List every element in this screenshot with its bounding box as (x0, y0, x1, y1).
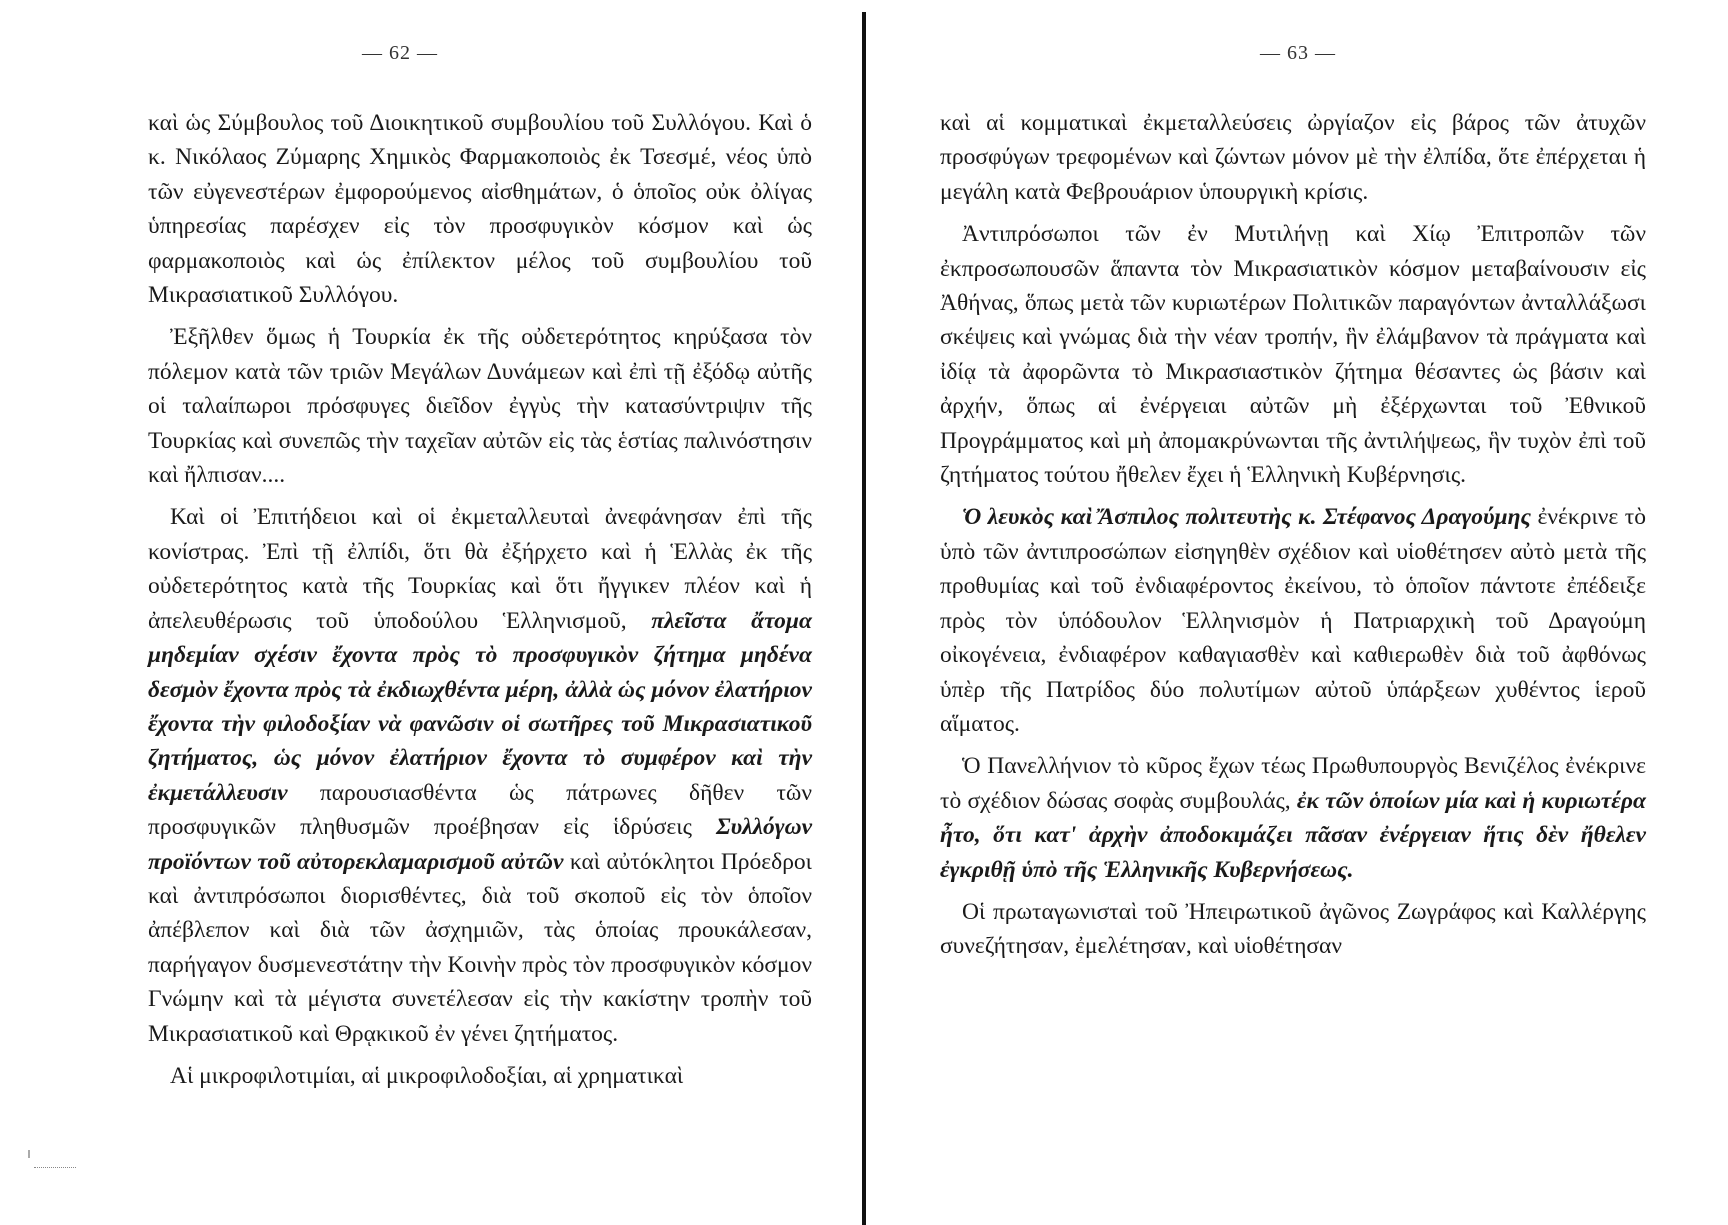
body-text: Ὁ Πανελλήνιον τὸ κῦρος ἔχων τέως Πρωθυπουργὸς Βενιζέλος ἐνέκρινε τὸ σχέδιον δώσας σοφὰς συμβουλάς, (940, 753, 1646, 814)
scan-artifact (34, 1167, 76, 1170)
emphasis-text: Συλλόγων προϊόντων τοῦ αὐτορεκλαμαρισμοῦ αὐτῶν (148, 814, 812, 875)
page-number: — 63 — (1260, 42, 1336, 64)
paragraph (940, 749, 1646, 887)
paragraph (148, 500, 812, 1051)
paragraph (148, 320, 812, 492)
body-text: ἐνέκρινε τὸ ὑπὸ τῶν ἀντιπροσώπων εἰσηγηθὲν σχέδιον καὶ υἱοθέτησεν αὐτὸ μετὰ τῆς προθυμίας καὶ τοῦ ἐνδιαφέροντος ἐκείνου, τὸ ὁποῖον πάντοτε ἐπέδειξε πρὸς τὸν ὑπόδουλον Ἑλληνισμὸν ἡ Πατριαρχικὴ τοῦ Δραγούμη οἰκογένεια, ἐνδιαφέρον καθαγιασθὲν καὶ καθιερωθὲν διὰ τοῦ ἀφθόνως ὑπὲρ τῆς Πατρίδος δύο πολυτίμων αὐτοῦ ὑπάρξεων χυθέντος ἱεροῦ αἵματος. (940, 504, 1646, 737)
paragraph (940, 895, 1646, 964)
paragraph (148, 106, 812, 312)
body-text: παρουσιασθέντα ὡς πάτρωνες δῆθεν τῶν προσφυγικῶν πληθυσμῶν προέβησαν εἰς ἱδρύσεις (148, 779, 812, 841)
paragraph (940, 500, 1646, 741)
right-page (868, 0, 1728, 1225)
emphasis-text: Ὁ λευκὸς καὶ Ἄσπιλος πολιτευτὴς κ. Στέφανος Δραγούμης (962, 504, 1531, 531)
scan-artifact (28, 1150, 30, 1158)
left-page (0, 0, 860, 1225)
body-text: Ἐξῆλθεν ὅμως ἡ Τουρκία ἐκ τῆς οὐδετερότητος κηρύξασα τὸν πόλεμον κατὰ τῶν τριῶν Μεγάλων Δυνάμεων καὶ ἐπὶ τῇ ἐξόδῳ αὐτῆς οἱ ταλαίπωροι πρόσφυγες διεῖδον ἐγγὺς τὴν κατασύντριψιν τῆς Τουρκίας καὶ συνεπῶς τὴν ταχεῖαν αὐτῶν εἰς τὰς ἑστίας παλινόστησιν καὶ ἤλπισαν.... (148, 324, 812, 489)
emphasis-text: ἐκ τῶν ὁποίων μία καὶ ἡ κυριωτέρα ἦτο, ὅτι κατ' ἀρχὴν ἀποδοκιμάζει πᾶσαν ἐνέργειαν ἥτις δὲν ἤθελεν ἐγκριθῇ ὑπὸ τῆς Ἑλληνικῆς Κυβερνήσεως. (940, 787, 1646, 883)
book-gutter (862, 12, 866, 1225)
page-body (148, 106, 812, 1093)
paragraph (148, 1059, 812, 1093)
body-text: Οἱ πρωταγωνισταὶ τοῦ Ἠπειρωτικοῦ ἀγῶνος Ζωγράφος καὶ Καλλέργης συνεζήτησαν, ἐμελέτησαν, καὶ υἱοθέτησαν (940, 898, 1646, 960)
page-body (940, 106, 1646, 964)
body-text: καὶ αἱ κομματικαὶ ἐκμεταλλεύσεις ὠργίαζον εἰς βάρος τῶν ἀτυχῶν προσφύγων τρεφομένων καὶ ζώντων μόνον μὲ τὴν ἐλπίδα, ὅτε ἐπέρχεται ἡ μεγάλη κατὰ Φεβρουάριον ὑπουργικὴ κρίσις. (940, 110, 1646, 205)
body-text: καὶ ὡς Σύμβουλος τοῦ Διοικητικοῦ συμβουλίου τοῦ Συλλόγου. Καὶ ὁ κ. Νικόλαος Ζύμαρης Χημικὸς Φαρμακοποιὸς ἐκ Τσεσμέ, νέος ὑπὸ τῶν εὐγενεστέρων ἐμφορούμενος αἰσθημάτων, ὁ ὁποῖος οὐκ ὀλίγας ὑπηρεσίας παρέσχεν εἰς τὸν προσφυγικὸν κόσμον καὶ ὡς φαρμακοποιὸς καὶ ὡς ἐπίλεκτον μέλος τοῦ συμβουλίου τοῦ Μικρασιατικοῦ Συλλόγου. (148, 110, 812, 309)
page-number: — 62 — (362, 42, 438, 64)
body-text: Ἀντιπρόσωποι τῶν ἐν Μυτιλήνῃ καὶ Χίῳ Ἐπιτροπῶν τῶν ἐκπροσωπουσῶν ἅπαντα τὸν Μικρασιατικὸν κόσμον μεταβαίνουσιν εἰς Ἀθήνας, ὅπως μετὰ τῶν κυριωτέρων Πολιτικῶν παραγόντων ἀνταλλάξωσι σκέψεις καὶ γνώμας διὰ τὴν νέαν τροπήν, ἣν ἐλάμβανον τὰ πράγματα καὶ ἰδίᾳ τὰ ἀφορῶντα τὸ Μικρασιαστικὸν ζήτημα θέσαντες ὡς βάσιν καὶ ἀρχήν, ὅπως αἱ ἐνέργειαι αὐτῶν μὴ ἐξέρχωνται τοῦ Ἐθνικοῦ Προγράμματος καὶ μὴ ἀπομακρύνωνται τῆς ἀντιλήψεως, ἣν τυχὸν ἐπὶ τοῦ ζητήματος τούτου ἤθελεν ἔχει ἡ Ἑλληνικὴ Κυβέρνησις. (940, 221, 1646, 489)
paragraph (940, 106, 1646, 209)
body-text: Αἱ μικροφιλοτιμίαι, αἱ μικροφιλοδοξίαι, αἱ χρηματικαὶ (170, 1062, 684, 1089)
emphasis-text: πλεῖστα ἄτομα μηδεμίαν σχέσιν ἔχοντα πρὸς τὸ προσφυγικὸν ζήτημα μηδένα δεσμὸν ἔχοντα πρὸς τὰ ἐκδιωχθέντα μέρη, ἀλλὰ ὡς μόνον ἐλατήριον ἔχοντα τὴν φιλοδοξίαν νὰ φανῶσιν οἱ σωτῆρες τοῦ Μικρασιατικοῦ ζητήματος, ὡς μόνον ἐλατήριον ἔχοντα τὸ συμφέρον καὶ τὴν ἐκμετάλλευσιν (148, 607, 812, 806)
paragraph (940, 217, 1646, 492)
body-text: καὶ αὐτόκλητοι Πρόεδροι καὶ ἀντιπρόσωποι διορισθέντες, διὰ τοῦ σκοποῦ εἰς τὸν ὁποῖον ἀπέβλεπον καὶ διὰ τῶν ἀσχημιῶν, τὰς ὁποίας προυκάλεσαν, παρήγαγον δυσμενεστάτην τὴν Κοινὴν πρὸς τὸν προσφυγικὸν κόσμον Γνώμην καὶ τὰ μέγιστα συνετέλεσαν εἰς τὴν κακίστην τροπὴν τοῦ Μικρασιατικοῦ καὶ Θρᾳκικοῦ ἐν γένει ζητήματος. (148, 848, 813, 1047)
body-text: Καὶ οἱ Ἐπιτήδειοι καὶ οἱ ἐκμεταλλευταὶ ἀνεφάνησαν ἐπὶ τῆς κονίστρας. Ἐπὶ τῇ ἐλπίδι, ὅτι θὰ ἐξήρχετο καὶ ἡ Ἑλλὰς ἐκ τῆς οὐδετερότητος κατὰ τῆς Τουρκίας καὶ ὅτι ἤγγικεν πλέον καὶ ἡ ἀπελευθέρωσις τοῦ ὑποδούλου Ἑλληνισμοῦ, (148, 504, 812, 634)
